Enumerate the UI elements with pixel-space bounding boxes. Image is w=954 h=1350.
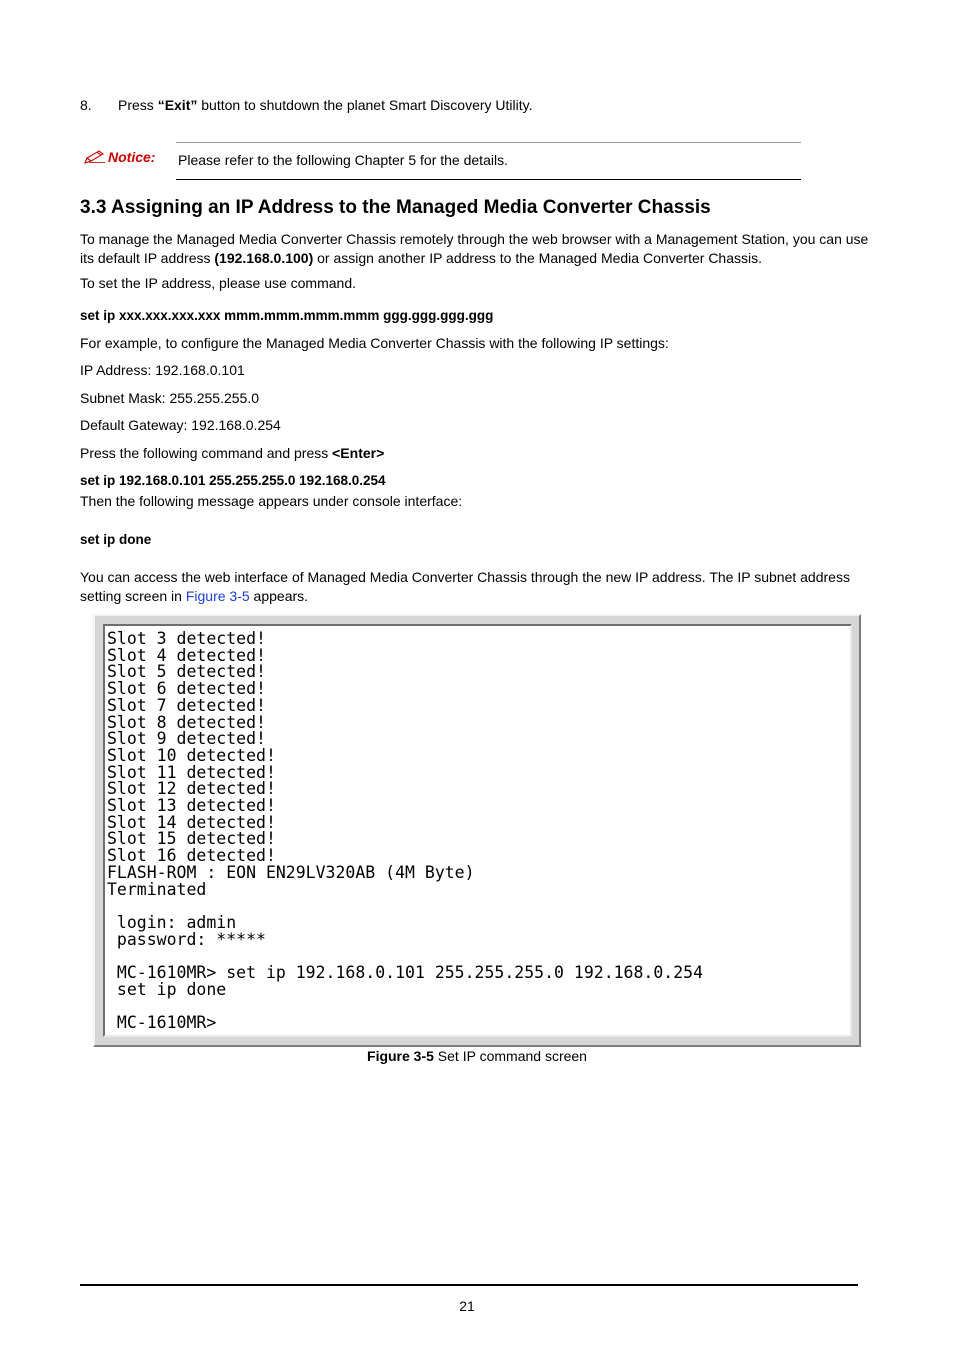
example-intro: For example, to configure the Managed Media Converter Chassis with the following IP settings: [80,335,669,351]
step-number: 8. [80,97,92,113]
terminal-line: Terminated [107,879,207,899]
terminal-line: password: ***** [107,929,266,949]
figure-link[interactable]: Figure 3-5 [185,588,250,604]
access-text-1: You can access the web interface of Managed Media Converter Chassis through the new IP address. The IP subnet address setting screen in [80,569,850,604]
command-response: set ip done [80,532,152,547]
set-ip-instruction: To set the IP address, please use command. [80,275,357,291]
terminal-line: login: admin [107,912,237,932]
notice-text: Please refer to the following Chapter 5 for the details. [178,152,508,168]
figure-label: Figure 3-5 [367,1048,434,1064]
ip-address-setting: IP Address: 192.168.0.101 [80,362,245,378]
pencil-icon [84,150,106,164]
terminal-line: Slot 11 detected! [107,762,276,782]
terminal-line: Slot 7 detected! [107,695,266,715]
section-heading: 3.3 Assigning an IP Address to the Managed Media Converter Chassis [80,197,711,218]
subnet-mask-setting: Subnet Mask: 255.255.255.0 [80,390,260,406]
terminal-line: Slot 13 detected! [107,796,276,815]
terminal-line: MC-1610MR> set ip 192.168.0.101 255.255.255.0 192.168.0.254 [107,963,704,982]
example-command: set ip 192.168.0.101 255.255.255.0 192.168.0.254 [80,473,386,488]
step-post: button to shutdown the planet Smart Discovery Utility. [197,97,533,113]
terminal-line: Slot 9 detected! [107,729,266,749]
terminal-line: Slot 14 detected! [107,812,276,832]
notice-top-rule [176,142,801,143]
terminal-line: Slot 16 detected! [107,846,276,866]
message-instruction: Then the following message appears under console interface: [80,493,463,509]
intro-text-2: or assign another IP address to the Managed Media Converter Chassis. [313,250,762,266]
terminal-line: Slot 15 detected! [107,829,276,849]
terminal-line: Slot 8 detected! [107,712,266,732]
notice-label-text: Notice: [108,149,156,165]
terminal-line: FLASH-ROM : EON EN29LV320AB (4M Byte) [107,862,475,882]
terminal-line: MC-1610MR> [107,1013,217,1033]
terminal-line: Slot 6 detected! [107,679,266,699]
access-paragraph [80,568,880,606]
terminal-line: Slot 4 detected! [107,645,266,665]
terminal-line: Slot 12 detected! [107,779,276,799]
notice-label [84,149,155,165]
gateway-setting: Default Gateway: 192.168.0.254 [80,417,281,433]
figure-caption-text: Set IP command screen [433,1048,587,1064]
command-syntax: set ip xxx.xxx.xxx.xxx mmm.mmm.mmm.mmm ggg.ggg.ggg.ggg [80,308,494,323]
intro-paragraph [80,230,880,268]
press-text: Press the following command and press [80,445,333,461]
footer-rule [80,1284,858,1286]
default-ip: (192.168.0.100) [214,250,314,266]
terminal-line: Slot 10 detected! [107,745,276,765]
terminal-line: set ip done [107,979,227,999]
access-text-2: appears. [249,588,309,604]
intro-text-1: To manage the Managed Media Converter Chassis remotely through the web browser with a Management Station, you can use its default IP address [80,231,869,266]
terminal-line: Slot 5 detected! [107,662,266,682]
figure-caption [0,1048,954,1064]
press-instruction [80,444,880,463]
step-pre: Press [118,97,158,113]
enter-key: <Enter> [332,445,385,461]
exit-label: “Exit” [157,97,198,113]
page-number: 21 [459,1298,475,1314]
step-text [118,97,533,113]
notice-bottom-rule [176,179,801,180]
terminal-line: Slot 3 detected! [107,629,266,648]
